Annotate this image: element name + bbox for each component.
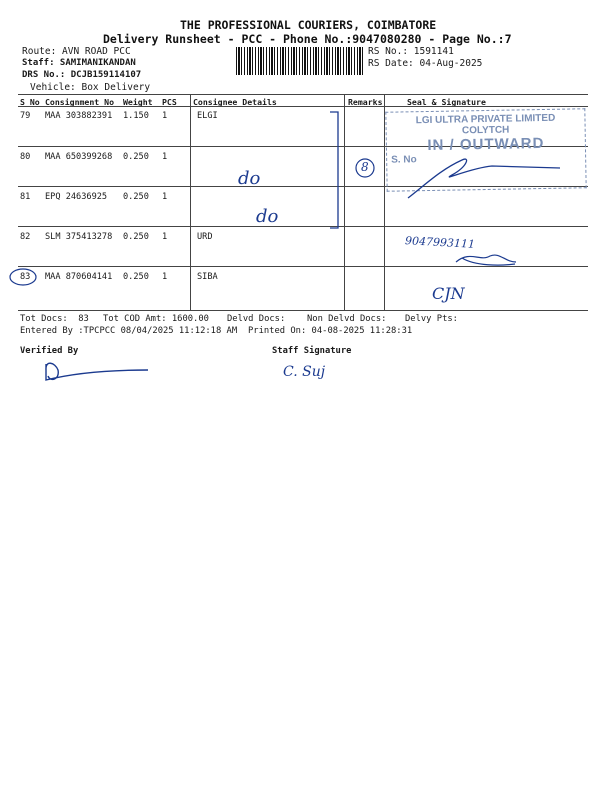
row-pcs: 1 (162, 111, 168, 121)
rs-date: RS Date: 04-Aug-2025 (368, 58, 483, 69)
verified-by-label: Verified By (20, 346, 79, 356)
row-consignment: MAA 303882391 (45, 111, 113, 121)
stamp-line1: LGI ULTRA PRIVATE LIMITED (415, 112, 556, 127)
non-delivered-docs: Non Delvd Docs: (307, 314, 387, 324)
row-consignment: EPQ 24636925 (45, 192, 108, 202)
row-consignee: SIBA (197, 272, 218, 282)
col-seal: Seal & Signature (407, 97, 486, 107)
staff-info: Staff: SAMIMANIKANDAN (22, 58, 136, 68)
verified-signature (46, 363, 148, 380)
row-sno: 81 (20, 192, 31, 202)
col-pcs: PCS (162, 97, 177, 107)
staff-signature-label: Staff Signature (272, 346, 352, 356)
col-sno: S No (20, 97, 40, 107)
handwritten-staff-sign: C. Suj (283, 364, 326, 380)
row-pcs: 1 (162, 152, 168, 162)
handwritten-do-2: do (256, 206, 279, 227)
row-sno: 83 (20, 272, 31, 282)
company-title: THE PROFESSIONAL COURIERS, COIMBATORE (180, 18, 437, 32)
printed-on: Printed On: 04-08-2025 11:28:31 (248, 326, 413, 336)
rs-number: RS No.: 1591141 (368, 46, 454, 57)
handwritten-do-1: do (238, 168, 261, 189)
total-cod: Tot COD Amt: 1600.00 (103, 314, 209, 324)
handwritten-remark-8: 8 (361, 160, 369, 174)
row-consignment: MAA 870604141 (45, 272, 113, 282)
row83-circle (10, 269, 36, 285)
total-docs: Tot Docs: 83 (20, 314, 89, 324)
row-consignment: SLM 375413278 (45, 232, 113, 242)
row-weight: 0.250 (123, 232, 149, 242)
row-consignment: MAA 650399268 (45, 152, 113, 162)
delivery-points: Delvy Pts: (405, 314, 458, 324)
bracket-mark (330, 112, 338, 228)
col-weight: Weight (123, 97, 153, 107)
row-consignee: ELGI (197, 111, 218, 121)
row-sno: 80 (20, 152, 31, 162)
handwritten-phone: 9047993111 (404, 234, 476, 251)
col-consignee: Consignee Details (193, 97, 277, 107)
entered-by: Entered By :TPCPCC 08/04/2025 11:12:18 AM (20, 326, 238, 336)
row-weight: 0.250 (123, 192, 149, 202)
row-pcs: 1 (162, 272, 168, 282)
row-weight: 0.250 (123, 152, 149, 162)
stamp-line4: S. No (391, 154, 417, 166)
col-remarks: Remarks (348, 97, 383, 107)
row-weight: 0.250 (123, 272, 149, 282)
seal-signature (408, 159, 560, 198)
row-sno: 82 (20, 232, 31, 242)
row-pcs: 1 (162, 232, 168, 242)
vehicle-info: Vehicle: Box Delivery (30, 82, 151, 93)
col-consignment: Consignment No (45, 97, 115, 107)
runsheet-subtitle: Delivery Runsheet - PCC - Phone No.:9047080280 - Page No.:7 (103, 32, 512, 46)
row-sno: 79 (20, 111, 31, 121)
row82-signature (456, 255, 516, 265)
row-consignee: URD (197, 232, 213, 242)
drs-info: DRS No.: DCJB159114107 (22, 70, 142, 80)
stamp-line2: COLYTCH (461, 124, 510, 137)
row-pcs: 1 (162, 192, 168, 202)
row-weight: 1.150 (123, 111, 149, 121)
stamp-line3: IN / OUTWARD (427, 134, 545, 155)
handwritten-cjn: CJN (432, 284, 465, 303)
route-info: Route: AVN ROAD PCC (22, 46, 131, 57)
delivered-docs: Delvd Docs: (227, 314, 286, 324)
